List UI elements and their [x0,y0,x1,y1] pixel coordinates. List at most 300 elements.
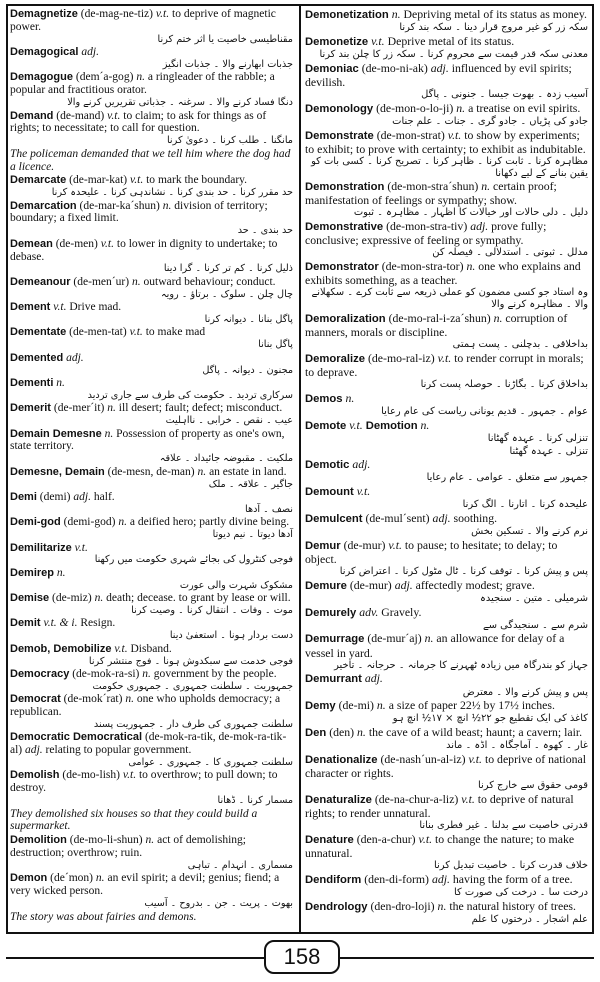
pronunciation: (de-mur´aj) [367,631,422,646]
urdu-meaning: وہ استاد جو کسی مضمون کو عملی ذریعہ سے ثابت کرے ۔ سکھلانے والا ۔ مظاہرہ کرنے والا [311,287,588,311]
entry-text [10,693,295,719]
urdu-meaning: شرم سے ۔ سنجیدگی سے [482,619,588,631]
headword: Dendrology [305,900,368,913]
dictionary-entry [305,873,590,899]
definition: ill desert; fault; defect; misconduct. [118,402,283,415]
dictionary-entry [305,35,590,61]
usage-example: The story was about fairies and demons. [10,910,197,923]
entry-text [305,726,590,740]
entry-text [305,512,590,526]
headword: Demoniac [305,62,359,75]
dictionary-entry [10,352,295,376]
urdu-meaning: مشکوک شہرت والی عورت [179,579,293,591]
dictionary-entry [305,62,590,101]
definition: Deprive metal of its status. [387,33,515,48]
part-of-speech: v.t. [349,417,363,432]
part-of-speech: n. [162,199,172,212]
pronunciation: (den-a-chur) [356,831,416,846]
dictionary-entry [305,180,590,219]
part-of-speech: v.t. [418,831,433,846]
headword: Demolish [10,769,60,782]
headword: Demarcation [10,199,77,212]
definition: Drive mad. [69,301,122,314]
dictionary-entry [305,458,590,484]
part-of-speech: adj. [81,46,99,59]
dictionary-entry [10,516,295,540]
dictionary-entry [10,834,295,871]
headword: Demarcate [10,174,67,187]
entry-text [305,793,590,820]
headword: Demonstrative [305,221,384,234]
headword: Dendiform [305,873,362,886]
part-of-speech: adj. [352,457,371,472]
headword: Demagogical [10,46,79,59]
definition: Resign. [80,617,116,630]
part-of-speech: v.t. [356,484,371,499]
part-of-speech: v.t. [461,791,475,806]
dictionary-entry [305,485,590,511]
dictionary-entry [10,276,295,300]
headword: Demulcent [305,512,363,525]
entry-text [305,579,590,593]
dictionary-entry [10,174,295,198]
pronunciation: (de-mo-lish) [62,769,120,782]
dictionary-entry [10,769,295,833]
definition: a ringleader of the rabble; a popular and fractitious orator. [10,71,275,97]
part-of-speech: v.t. [437,350,452,365]
entry-text [10,643,295,656]
part-of-speech: n. [145,834,155,847]
part-of-speech: adj. [25,744,43,757]
definition: a treatise on evil spirits. [468,100,581,115]
dictionary-entry [10,402,295,426]
headword: Demit [10,617,41,630]
entry-text [10,516,295,529]
pronunciation: (de-mon-stra-tor) [381,259,464,274]
entry-text [305,8,590,22]
urdu-meaning: حد مقرر کرنا ۔ حد بندی کرنا ۔ نشاندہی کرنا ۔ علیحدہ کرنا [51,187,293,199]
part-of-speech: n. [107,402,116,415]
pronunciation: (de-mi) [338,698,374,713]
pronunciation: (de-men-tat) [69,326,127,339]
entry-text [10,668,295,681]
part-of-speech: adv. [359,604,379,619]
urdu-meaning: عوام ۔ جمہور ۔ قدیم یونانی ریاست کی عام رعایا [381,405,588,417]
entry-text [305,35,590,49]
entry-text [305,606,590,620]
dictionary-entry [305,512,590,538]
pronunciation: (de´mon) [50,872,94,885]
urdu-meaning: عیب ۔ نقص ۔ خرابی ۔ نااہلیت [165,415,293,427]
urdu-meaning: معدنی سکہ قدر قیمت سے محروم کرنا ۔ سکہ زر کا چلن بند کرنا [319,48,588,60]
definition: an allowance for delay of a vessel in yard. [305,631,565,660]
dictionary-entry [10,377,295,401]
left-column [10,8,295,924]
entry-text [10,71,295,97]
definition: the natural history of trees. [449,898,576,913]
dictionary-entry [305,793,590,832]
urdu-meaning: جمہور سے متعلق ۔ عوامی ۔ عام رعایا [426,472,588,484]
urdu-meaning: پس و پیش کرنا ۔ توقف کرنا ۔ ٹال مٹول کرنا ۔ اعتراض کرنا [339,566,588,578]
definition: a deified hero; partly divine being. [129,516,290,529]
entry-text [10,872,295,898]
entry-text [305,129,590,156]
urdu-meaning: آدھا دیوتا ۔ نیم دیوتا [212,529,293,541]
entry-text [305,873,590,887]
headword: Demurrant [305,673,362,686]
entry-text [305,485,590,499]
urdu-meaning: جاگیر ۔ علاقہ ۔ ملک [208,478,293,490]
definition: to show by experiments; to exhibit; to prove with certainty; to exhibit as indubitable. [305,127,586,156]
part-of-speech: n. [104,427,114,440]
usage-example: The policeman demanded that we tell him where the dog had a licence. [10,147,291,173]
part-of-speech: v.t. [129,326,143,339]
headword: Demilitarize [10,541,72,554]
dictionary-entry [10,8,295,45]
headword: Demonstrate [305,129,374,142]
part-of-speech: n. [95,872,105,885]
pronunciation: (den-di-form) [364,871,429,886]
entry-text [305,180,590,207]
part-of-speech: adj. [364,671,383,686]
dictionary-entry [10,668,295,692]
headword: Demurrage [305,633,365,646]
headword: Demotion [365,419,418,432]
definition: to make mad [145,326,206,339]
definition: the cave of a wild beast; haunt; a cavern; lair. [368,725,583,740]
footer-rule-right [340,957,594,959]
pronunciation: (de-men´ur) [73,275,130,288]
entry-text [10,238,295,264]
part-of-speech: n. [118,516,127,529]
headword: Demount [305,486,354,499]
definition: death; decease. to grant by lease or will. [106,592,291,605]
definition: to deprive of national character or rights. [305,751,587,781]
urdu-meaning: مقناطیسی خاصیت یا اثر ختم کرنا [157,33,293,45]
headword: Demirep [10,566,55,579]
entry-text [10,834,295,860]
urdu-meaning: پاگل بنانا ۔ دیوانہ کرنا [204,314,293,325]
entry-text [10,200,295,226]
pronunciation: (de-mo-ni-ak) [361,60,428,75]
entry-text [10,326,295,339]
part-of-speech: adj. [432,510,451,525]
entry-text [10,466,295,479]
headword: Demonology [305,102,374,115]
part-of-speech: adj. [394,577,413,592]
part-of-speech: n. [481,179,491,194]
pronunciation: (demi-god) [63,516,116,529]
entry-text [10,731,295,757]
urdu-meaning: مسمار کرنا ۔ ڈھانا [217,795,293,807]
pronunciation: (de-mo-ral-iz) [367,350,435,365]
definition: Depriving metal of its status as money. [403,8,587,21]
urdu-meaning: جادو کی پڑیاں ۔ جادو گری ۔ جنات ۔ علم جنات [392,115,588,127]
entry-text [305,753,590,780]
part-of-speech: adj. [73,490,91,503]
urdu-meaning: نرم کرنے والا ۔ تسکین بخش [471,526,588,538]
entry-text [305,392,590,406]
entry-text [10,428,295,454]
entry-text [305,312,590,339]
urdu-meaning: مجنون ۔ دیوانہ ۔ پاگل [202,364,293,376]
urdu-meaning: سلطنت جمہوری کا ۔ جمہوری ۔ عوامی [128,757,293,769]
urdu-meaning: تنزلی کرنا ۔ عہدہ گھٹانا [487,432,588,444]
dictionary-entry [10,542,295,566]
entry-text [10,301,295,314]
part-of-speech: adj. [430,60,449,75]
headword: Denationalize [305,753,378,766]
headword: Dementate [10,326,67,339]
urdu-meaning: سرکاری تردید ۔ حکومت کی طرف سے جاری تردید [87,389,293,401]
definition: to pause; to hesitate; to delay; to object. [305,537,558,566]
definition: to lower in dignity to undertake; to debase. [10,237,278,263]
part-of-speech: n. [357,725,366,740]
headword: Democratic Democratical [10,731,143,744]
urdu-meaning: ملکیت ۔ مقبوضہ جائیداد ۔ علاقہ [159,453,293,465]
part-of-speech: v.t. [114,642,128,655]
pronunciation: (de-mesn, de-man) [107,465,195,478]
part-of-speech: v.t. [468,751,482,766]
part-of-speech: n. [424,631,434,646]
pronunciation: (den) [329,725,355,740]
urdu-meaning: فوجی خدمت سے سبکدوش ہونا ۔ فوج منتشر کرنا [88,655,293,667]
urdu-meaning: دلیل ۔ دلی حالات اور خیالات کا اظہار ۔ مظاہرہ ۔ ثبوت [353,207,588,219]
dictionary-entry [305,312,590,351]
dictionary-entry [10,643,295,667]
definition: one who upholds democracy; a republican. [10,693,281,719]
urdu-meaning: مظاہرہ کرنا ۔ ثابت کرنا ۔ ظاہر کرنا ۔ تصریح کرنا ۔ کسی بات کو یقین بنانے کے لیے دکھانا [311,155,588,179]
part-of-speech: n. [376,698,386,713]
pronunciation: (de-mag-ne-tiz) [80,8,153,20]
dictionary-entry [305,579,590,605]
dictionary-entry [305,753,590,792]
entry-text [305,672,590,686]
urdu-meaning: چال چلن ۔ سلوک ۔ برتاؤ ۔ رویہ [160,288,293,300]
definition: to deprive of magnetic power. [10,8,276,33]
definition: act of demolishing; destruction; overthrow; ruin. [10,834,246,860]
dictionary-entry [10,71,295,108]
entry-text [10,592,295,605]
definition: half. [93,490,115,503]
entry-text [10,352,295,365]
definition: affectedly modest; grave. [415,577,535,592]
entry-text [305,260,590,287]
pronunciation: (de-mok´rat) [63,693,123,706]
dictionary-entry [10,200,295,237]
entry-text [10,8,295,34]
part-of-speech: v.t. [371,33,385,48]
page-footer [6,940,594,976]
pronunciation: (de-mon-strat) [376,127,445,142]
definition: influenced by evil spirits; devilish. [305,60,572,89]
urdu-meaning: بھوت ۔ پریت ۔ جن ۔ بدروح ۔ آسیب [144,898,293,910]
definition: Possession of property as one's own, state territory. [10,427,285,453]
entry-text [10,542,295,555]
dictionary-entry [10,326,295,350]
page-number: 158 [264,940,340,974]
entry-text [305,220,590,247]
entry-text [305,458,590,472]
footer-rule-left [6,957,264,959]
part-of-speech: v.t. [155,8,170,20]
dictionary-entry [305,606,590,632]
headword: Demi [10,490,37,503]
dictionary-entry [10,731,295,768]
dictionary-entry [305,726,590,752]
definition: relating to popular government. [45,744,192,757]
part-of-speech: n. [466,259,476,274]
part-of-speech: n. [125,693,134,706]
part-of-speech: n. [56,566,66,579]
pronunciation: (den-dro-loji) [370,898,435,913]
headword: Demonetize [305,35,369,48]
pronunciation: (de-mon-o-lo-ji) [376,100,454,115]
urdu-meaning: موت ۔ وفات ۔ انتقال کرنا ۔ وصیت کرنا [131,604,293,616]
urdu-meaning: درخت سا ۔ درخت کی صورت کا [453,887,588,899]
headword: Demolition [10,834,67,847]
definition: to render corrupt in morals; to deprave. [305,350,584,379]
headword: Demi-god [10,516,61,529]
right-column [305,8,590,927]
entry-text [305,62,590,89]
definition: corruption of manners, morals or discipline. [305,310,568,339]
dictionary-entry [305,419,590,458]
urdu-meaning: فوجی کنٹرول کی بجائے شہری حکومت میں رکھنا [94,554,293,566]
urdu-meaning: شرمیلی ۔ متین ۔ سنجیدہ [480,592,588,604]
part-of-speech: v.t. [100,237,114,250]
entry-text [305,632,590,659]
headword: Demagogue [10,71,73,84]
urdu-meaning: قومی حقوق سے خارج کرنا [478,780,588,792]
pronunciation: (de-mar-kat) [69,174,128,187]
headword: Demonstration [305,181,385,194]
headword: Demotic [305,459,350,472]
definition: to mark the boundary. [146,174,248,187]
urdu-meaning: کاغذ کی ایک تقطیع جو ۲۲½ انچ × ۱۷½ انچ ہو [392,713,588,725]
definition: to deprive of natural rights; to render unnatural. [305,791,574,821]
definition: having the form of a tree. [452,871,573,886]
urdu-meaning: پس و پیش کرنے والا ۔ معترض [462,686,588,698]
pronunciation: (de-mo-ral-i-za´shun) [388,310,491,325]
urdu-meaning: آسیب زدہ ۔ بھوت جیسا ۔ جنونی ۔ پاگل [421,88,588,100]
entry-text [305,102,590,116]
part-of-speech: v.t. [74,541,88,554]
urdu-meaning: نصف ۔ آدھا [245,503,293,515]
urdu-meaning: غار ۔ کھوہ ۔ آماجگاہ ۔ اڈہ ۔ ماند [446,740,588,752]
part-of-speech: v.t. [122,769,137,782]
entry-text [10,174,295,187]
definition: outward behaviour; conduct. [143,275,276,288]
definition: certain proof; manifestation of feelings or sympathy; show. [305,179,557,208]
entry-text [10,769,295,795]
entry-text [10,377,295,390]
headword: Denature [305,833,354,846]
pronunciation: (de-miz) [52,592,92,605]
entry-text [10,276,295,289]
headword: Demesne, Demain [10,465,105,478]
part-of-speech: n. [391,8,401,21]
dictionary-entry [305,352,590,391]
dictionary-entry [10,428,295,465]
pronunciation: (de-mo-li-shun) [69,834,143,847]
part-of-speech: adj. [66,351,84,364]
pronunciation: (demi) [39,490,71,503]
definition: one who explains and exhibits something, as a teacher. [305,259,581,288]
part-of-speech: v.t. [107,109,121,122]
entry-text [10,46,295,59]
headword: Demain Demesne [10,427,102,440]
pronunciation: (de-mur) [343,537,386,552]
urdu-meaning: بداخلاق کرنا ۔ بگاڑنا ۔ حوصلہ پست کرنا [420,379,588,391]
urdu-meaning: حد بندی ۔ حد [237,225,293,237]
dictionary-entry [305,672,590,698]
headword: Demise [10,592,50,605]
pronunciation: (de-mer´it) [53,402,105,415]
pronunciation: (de-mon-stra-tiv) [386,219,468,234]
headword: Demob, Demobilize [10,642,112,655]
part-of-speech: n. [131,275,141,288]
headword: Democracy [10,667,70,680]
dictionary-entry [305,699,590,725]
definition: to claim; to ask for things as of rights; to necessitate; to call for question. [10,109,267,135]
definition: a size of paper 22½ by 17½ inches. [388,698,555,713]
headword: Demy [305,700,336,713]
dictionary-entry [10,110,295,174]
definition: an estate in land. [209,465,287,478]
headword: Demos [305,392,343,405]
dictionary-entry [10,491,295,515]
dictionary-entry [305,833,590,872]
dictionary-entry [10,617,295,641]
dictionary-entry [10,466,295,490]
dictionary-entry [10,592,295,616]
pronunciation: (de-mar-ka´shun) [79,199,160,212]
part-of-speech: n. [56,377,65,389]
headword: Demoralization [305,312,386,325]
headword: Demerit [10,402,51,415]
dictionary-entry [305,220,590,259]
headword: Demoralize [305,352,366,365]
urdu-meaning: سکہ زر کو غیر مروج قرار دینا ۔ سکہ بند کرنا [399,22,588,34]
dictionary-page [6,4,594,934]
urdu-meaning: دنگا فساد کرنے والا ۔ سرغنہ ۔ جذباتی تقریریں کرنے والا [67,97,293,109]
urdu-meaning: جہاز کو بندرگاہ میں زیادہ ٹھہرنے کا جرمانہ ۔ حرجانہ ۔ تاخیر [334,659,588,671]
headword: Demean [10,237,53,250]
urdu-meaning: مسماری ۔ انہدام ۔ تباہی [187,859,293,871]
urdu-meaning: مانگنا ۔ طلب کرنا ۔ دعویٰ کرنا [166,135,293,147]
entry-text [10,491,295,504]
pronunciation: (de-mul´sent) [365,510,430,525]
headword: Demagnetize [10,8,78,20]
part-of-speech: v.t. [447,127,462,142]
dictionary-entry [305,260,590,311]
entry-text [10,110,295,136]
dictionary-entry [10,567,295,591]
urdu-meaning: خلاف قدرت کرنا ۔ خاصیت تبدیل کرنا [434,860,588,872]
headword: Denaturalize [305,793,372,806]
dictionary-entry [305,8,590,34]
dictionary-entry [305,539,590,578]
dictionary-entry [10,46,295,70]
definition: an evil spirit; a devil; genius; fiend; a very wicked person. [10,872,280,898]
urdu-meaning: قدرتی خاصیت سے بدلنا ۔ غیر فطری بنانا [419,820,588,832]
pronunciation: (de-na-chur-a-liz) [374,791,459,806]
part-of-speech: n. [142,667,151,680]
entry-text [305,352,590,379]
pronunciation: (de-mur) [349,577,392,592]
definition: Disband. [130,642,172,655]
